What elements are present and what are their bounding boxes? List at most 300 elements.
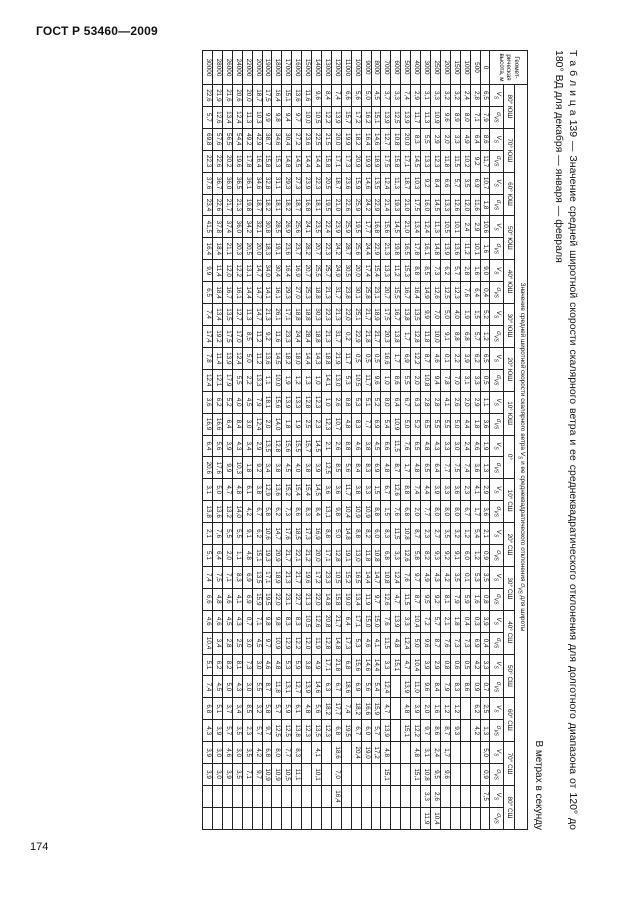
- value-cell: 9,4: [282, 106, 292, 128]
- value-cell: [341, 764, 351, 786]
- value-cell: 12,3: [302, 720, 312, 742]
- value-cell: 5,1: [361, 391, 371, 413]
- value-cell: 6,9: [401, 347, 411, 369]
- sigma-symbol: σ: [494, 681, 502, 686]
- value-cell: 5,7: [470, 325, 480, 347]
- value-cell: 18,2: [282, 194, 292, 216]
- value-cell: 3,2: [450, 85, 460, 107]
- value-cell: 21,3: [282, 566, 292, 588]
- value-cell: 5,0: [213, 479, 223, 501]
- value-cell: [361, 764, 371, 786]
- value-cell: 13,9: [401, 676, 411, 698]
- value-cell: 4,8: [341, 413, 351, 435]
- sigma-symbol: σ: [494, 155, 502, 160]
- value-cell: 21,8: [361, 325, 371, 347]
- value-cell: [460, 786, 470, 808]
- value-cell: 3,3: [480, 654, 490, 676]
- value-cell: 5,9: [460, 588, 470, 610]
- value-cell: 5,0: [222, 676, 232, 698]
- value-cell: 17,4: [203, 325, 213, 347]
- value-cell: 18,2: [351, 698, 361, 720]
- value-cell: 10,8: [401, 523, 411, 545]
- value-cell: 1,1: [232, 545, 242, 567]
- value-cell: 12,6: [450, 194, 460, 216]
- height-cell: 2500: [431, 51, 441, 85]
- value-cell: 6,7: [331, 676, 341, 698]
- value-cell: 2,0: [262, 413, 272, 435]
- vs-subscript: S: [492, 271, 499, 275]
- value-cell: 14,4: [302, 347, 312, 369]
- height-cell: 3000: [421, 51, 431, 85]
- value-cell: 30,8: [262, 216, 272, 238]
- value-cell: 11,5: [401, 588, 411, 610]
- value-cell: 16,9: [312, 523, 322, 545]
- value-cell: [371, 764, 381, 786]
- value-cell: 19,9: [341, 128, 351, 150]
- value-cell: 14,7: [371, 566, 381, 588]
- latitude-header: 30° СШ: [503, 566, 514, 610]
- value-cell: 3,0: [213, 764, 223, 786]
- value-cell: 4,8: [381, 742, 391, 764]
- value-cell: 25,6: [292, 216, 302, 238]
- sigma-subscript: VS: [492, 378, 499, 386]
- value-cell: 23,1: [282, 588, 292, 610]
- value-cell: 20,5: [242, 238, 252, 260]
- value-cell: 13,1: [282, 676, 292, 698]
- value-cell: 12,2: [411, 720, 421, 742]
- value-cell: 17,5: [381, 150, 391, 172]
- value-cell: 23,6: [341, 172, 351, 194]
- table-row: [411, 51, 421, 830]
- height-cell: 30000: [203, 51, 213, 85]
- value-cell: 25,9: [351, 194, 361, 216]
- value-cell: 1,9: [480, 435, 490, 457]
- value-cell: [391, 676, 401, 698]
- value-cell: 3,6: [450, 479, 460, 501]
- vs-symbol: V: [494, 792, 502, 797]
- value-cell: 11,8: [421, 325, 431, 347]
- value-cell: 6,4: [341, 610, 351, 632]
- value-cell: 3,9: [222, 435, 232, 457]
- table-row: [302, 51, 312, 830]
- value-cell: 3,3: [421, 786, 431, 808]
- value-cell: 4,3: [232, 676, 242, 698]
- value-cell: 8,5: [421, 260, 431, 282]
- sigma-column-header: [490, 676, 503, 698]
- table-row: [371, 51, 381, 830]
- value-cell: 22,5: [312, 128, 322, 150]
- sigma-symbol: σ: [494, 199, 502, 204]
- table-row: [381, 51, 391, 830]
- value-cell: 4,6: [431, 347, 441, 369]
- value-cell: 6,9: [242, 588, 252, 610]
- value-cell: 9,6: [421, 676, 431, 698]
- value-cell: 11,7: [480, 150, 490, 172]
- value-cell: 10,5: [282, 764, 292, 786]
- value-cell: 17,1: [322, 545, 332, 567]
- value-cell: 12,6: [401, 545, 411, 567]
- value-cell: 9,2: [262, 325, 272, 347]
- value-cell: 1,6: [480, 238, 490, 260]
- value-cell: 5,8: [262, 698, 272, 720]
- value-cell: 1,2: [460, 523, 470, 545]
- units-note: В метрах в секунду: [533, 740, 544, 830]
- value-cell: [262, 786, 272, 808]
- value-cell: 13,3: [421, 150, 431, 172]
- sigma-subscript: VS: [492, 422, 499, 430]
- value-cell: 16,5: [401, 238, 411, 260]
- value-cell: [401, 807, 411, 829]
- value-cell: [361, 786, 371, 808]
- sigma-column-header: [490, 325, 503, 347]
- value-cell: 12,8: [272, 435, 282, 457]
- value-cell: 3,0: [242, 676, 252, 698]
- value-cell: 8,7: [431, 632, 441, 654]
- value-cell: 4,2: [252, 742, 262, 764]
- value-cell: 0,9: [480, 545, 490, 567]
- value-cell: 2,0: [222, 545, 232, 567]
- vs-column-header: [490, 172, 503, 194]
- value-cell: 18,0: [292, 347, 302, 369]
- value-cell: [322, 786, 332, 808]
- value-cell: 21,7: [331, 610, 341, 632]
- value-cell: 4,1: [470, 479, 480, 501]
- value-cell: 15,0: [371, 610, 381, 632]
- value-cell: [401, 786, 411, 808]
- value-cell: 15,9: [252, 588, 262, 610]
- value-cell: 7,5: [213, 566, 223, 588]
- value-cell: 4,8: [272, 654, 282, 676]
- value-cell: 17,1: [331, 150, 341, 172]
- value-cell: 3,2: [450, 523, 460, 545]
- value-cell: 11,2: [252, 347, 262, 369]
- value-cell: 0,4: [480, 632, 490, 654]
- value-cell: 15,7: [341, 106, 351, 128]
- value-cell: 4,2: [470, 720, 480, 742]
- sigma-symbol: σ: [494, 550, 502, 555]
- value-cell: 17,6: [282, 523, 292, 545]
- value-cell: 24,1: [302, 216, 312, 238]
- table-group-header: [514, 85, 527, 830]
- value-cell: 20,9: [351, 150, 361, 172]
- sigma-subscript: VS: [492, 641, 499, 649]
- latitude-header: 40° СШ: [503, 610, 514, 654]
- value-cell: 13,9: [222, 347, 232, 369]
- value-cell: 4,6: [351, 435, 361, 457]
- value-cell: 6,7: [351, 720, 361, 742]
- value-cell: 7,4: [411, 479, 421, 501]
- value-cell: 11,6: [272, 325, 282, 347]
- value-cell: 6,4: [470, 128, 480, 150]
- value-cell: 25,9: [341, 216, 351, 238]
- value-cell: 9,8: [272, 610, 282, 632]
- latitude-header: 20° СШ: [503, 523, 514, 567]
- value-cell: 18,8: [312, 325, 322, 347]
- value-cell: 21,2: [302, 545, 312, 567]
- value-cell: 0,5: [480, 369, 490, 391]
- value-cell: 8,7: [411, 588, 421, 610]
- value-cell: 12,2: [411, 347, 421, 369]
- value-cell: 10,8: [421, 764, 431, 786]
- value-cell: 5,7: [450, 260, 460, 282]
- value-cell: 8,5: [331, 457, 341, 479]
- value-cell: 6,8: [331, 720, 341, 742]
- value-cell: 2,9: [411, 85, 421, 107]
- sigma-column-header: [490, 282, 503, 304]
- value-cell: 3,9: [203, 764, 213, 786]
- value-cell: 21,7: [282, 545, 292, 567]
- value-cell: 9,2: [252, 457, 262, 479]
- value-cell: 18,6: [331, 742, 341, 764]
- value-cell: 2,0: [421, 698, 431, 720]
- value-cell: 6,6: [440, 172, 450, 194]
- value-cell: 4,8: [381, 457, 391, 479]
- value-cell: 4,1: [312, 742, 322, 764]
- value-cell: 24,2: [331, 238, 341, 260]
- value-cell: 6,2: [252, 523, 262, 545]
- value-cell: 3,8: [361, 435, 371, 457]
- value-cell: 14,5: [431, 194, 441, 216]
- value-cell: 1,7: [391, 347, 401, 369]
- value-cell: 4,5: [371, 85, 381, 107]
- value-cell: 17,1: [322, 654, 332, 676]
- value-cell: 9,6: [440, 106, 450, 128]
- value-cell: 36,0: [232, 216, 242, 238]
- value-cell: [322, 764, 332, 786]
- value-cell: 15,1: [282, 85, 292, 107]
- value-cell: 22,6: [203, 85, 213, 107]
- value-cell: 9,9: [421, 304, 431, 326]
- value-cell: 0,8: [480, 588, 490, 610]
- value-cell: 18,9: [371, 304, 381, 326]
- value-cell: [242, 807, 252, 829]
- value-cell: 12,3: [312, 391, 322, 413]
- value-cell: 4,2: [242, 501, 252, 523]
- vs-symbol: V: [494, 223, 502, 228]
- table-row: [460, 51, 470, 830]
- value-cell: 7,4: [460, 457, 470, 479]
- vs-symbol: V: [494, 310, 502, 315]
- value-cell: 2,3: [242, 720, 252, 742]
- sigma-symbol: σ: [494, 462, 502, 467]
- sigma-subscript: VS: [492, 817, 499, 824]
- value-cell: 13,8: [401, 304, 411, 326]
- sigma-symbol: σ: [494, 374, 502, 379]
- sigma-symbol: σ: [494, 243, 502, 248]
- value-cell: 1,9: [460, 304, 470, 326]
- vs-symbol: V: [494, 485, 502, 491]
- value-cell: 15,4: [292, 479, 302, 501]
- value-cell: 4,3: [232, 435, 242, 457]
- value-cell: 25,8: [361, 282, 371, 304]
- value-cell: 12,4: [381, 676, 391, 698]
- value-cell: 3,9: [421, 654, 431, 676]
- value-cell: 13,5: [252, 566, 262, 588]
- value-cell: 11,4: [213, 260, 223, 282]
- value-cell: 13,6: [450, 238, 460, 260]
- value-cell: 11,5: [391, 523, 401, 545]
- value-cell: 3,6: [470, 457, 480, 479]
- sigma-subscript: VS: [492, 597, 499, 605]
- table-row: [431, 51, 441, 830]
- vs-subscript: S: [492, 665, 499, 669]
- value-cell: 41,5: [203, 216, 213, 238]
- sigma-subscript: VS: [492, 115, 499, 123]
- value-cell: 1,5: [470, 304, 480, 326]
- sigma-subscript: VS: [492, 510, 499, 517]
- value-cell: 14,8: [331, 632, 341, 654]
- value-cell: [203, 786, 213, 808]
- vs-symbol: V: [494, 266, 502, 272]
- sigma-symbol: σ: [494, 725, 502, 730]
- value-cell: 10,8: [421, 369, 431, 391]
- value-cell: [341, 807, 351, 829]
- value-cell: 9,6: [312, 85, 322, 107]
- value-cell: 18,2: [351, 128, 361, 150]
- value-cell: 7,6: [381, 610, 391, 632]
- value-cell: 5,1: [213, 698, 223, 720]
- latitude-header: 70° ЮШ: [503, 128, 514, 172]
- value-cell: 13,9: [440, 238, 450, 260]
- value-cell: 6,1: [242, 479, 252, 501]
- value-cell: 13,8: [292, 720, 302, 742]
- value-cell: [371, 786, 381, 808]
- height-cell: 16000: [292, 51, 302, 85]
- value-cell: 17,4: [361, 260, 371, 282]
- value-cell: 1,5: [381, 501, 391, 523]
- value-cell: [381, 807, 391, 829]
- value-cell: 8,7: [440, 720, 450, 742]
- value-cell: 2,4: [460, 216, 470, 238]
- value-cell: 19,5: [322, 194, 332, 216]
- value-cell: 9,7: [411, 566, 421, 588]
- value-cell: 21,3: [302, 588, 312, 610]
- sigma-subscript: VS: [492, 203, 499, 211]
- value-cell: 17,1: [351, 610, 361, 632]
- value-cell: 21,3: [381, 238, 391, 260]
- value-cell: 16,1: [421, 238, 431, 260]
- group-sigma-subscript: VS: [516, 587, 523, 594]
- value-cell: 12,2: [322, 106, 332, 128]
- value-cell: 8,4: [312, 501, 322, 523]
- value-cell: 13,5: [371, 172, 381, 194]
- height-cell: 22000: [242, 51, 252, 85]
- value-cell: 13,0: [351, 545, 361, 567]
- value-cell: 4,4: [421, 479, 431, 501]
- value-cell: 21,3: [322, 325, 332, 347]
- value-cell: [470, 764, 480, 786]
- value-cell: 1,0: [312, 369, 322, 391]
- value-cell: 7,4: [331, 85, 341, 107]
- height-cell: 9000: [361, 51, 371, 85]
- value-cell: 23,1: [371, 282, 381, 304]
- value-cell: 20,6: [232, 85, 242, 107]
- latitude-header: 50° ЮШ: [503, 216, 514, 260]
- value-cell: 5,3: [341, 369, 351, 391]
- value-cell: 12,7: [232, 304, 242, 326]
- value-cell: 20,0: [351, 260, 361, 282]
- value-cell: 11,3: [421, 106, 431, 128]
- value-cell: 1,2: [470, 545, 480, 567]
- value-cell: [411, 807, 421, 829]
- value-cell: [272, 786, 282, 808]
- sigma-column-header: [490, 457, 503, 479]
- value-cell: 14,7: [272, 523, 282, 545]
- value-cell: 8,8: [322, 523, 332, 545]
- value-cell: 3,3: [431, 85, 441, 107]
- value-cell: 5,4: [470, 523, 480, 545]
- value-cell: 21,3: [322, 282, 332, 304]
- height-cell: 500: [470, 51, 480, 85]
- value-cell: 4,9: [460, 128, 470, 150]
- value-cell: [262, 807, 272, 829]
- value-cell: 18,4: [213, 282, 223, 304]
- value-cell: 10,5: [312, 106, 322, 128]
- vs-column-header: [490, 698, 503, 720]
- sigma-column-header: [490, 545, 503, 567]
- value-cell: 25,6: [351, 238, 361, 260]
- value-cell: 0,6: [450, 654, 460, 676]
- height-cell: 12000: [331, 51, 341, 85]
- value-cell: 14,5: [272, 347, 282, 369]
- value-cell: [460, 764, 470, 786]
- value-cell: 12,0: [460, 194, 470, 216]
- table-row: [272, 51, 282, 830]
- value-cell: 2,1: [203, 523, 213, 545]
- value-cell: [322, 807, 332, 829]
- height-cell: 4000: [411, 51, 421, 85]
- value-cell: 16,5: [351, 566, 361, 588]
- value-cell: 9,0: [480, 260, 490, 282]
- value-cell: [322, 742, 332, 764]
- value-cell: 14,5: [312, 479, 322, 501]
- value-cell: 6,4: [213, 545, 223, 567]
- vs-column-header: [490, 742, 503, 764]
- value-cell: 3,8: [302, 654, 312, 676]
- value-cell: 13,9: [302, 676, 312, 698]
- value-cell: 8,0: [450, 501, 460, 523]
- value-cell: 18,7: [331, 172, 341, 194]
- value-cell: 1,1: [262, 369, 272, 391]
- value-cell: 4,5: [222, 610, 232, 632]
- height-cell: 1000: [460, 51, 470, 85]
- value-cell: 13,5: [411, 304, 421, 326]
- value-cell: 25,5: [312, 260, 322, 282]
- height-cell: 17000: [282, 51, 292, 85]
- value-cell: 17,5: [411, 194, 421, 216]
- value-cell: 15,5: [292, 435, 302, 457]
- value-cell: 2,9: [431, 128, 441, 150]
- value-cell: 3,3: [440, 479, 450, 501]
- value-cell: 4,9: [312, 654, 322, 676]
- value-cell: 14,0: [272, 413, 282, 435]
- vs-symbol: V: [494, 661, 502, 666]
- value-cell: 21,3: [232, 194, 242, 216]
- vs-column-header: [490, 566, 503, 588]
- vs-symbol: V: [494, 529, 502, 535]
- value-cell: [450, 742, 460, 764]
- value-cell: 6,6: [341, 85, 351, 107]
- vs-subscript: S: [492, 227, 499, 231]
- value-cell: 14,8: [431, 238, 441, 260]
- value-cell: 8,3: [302, 501, 312, 523]
- value-cell: 16,6: [361, 698, 371, 720]
- sigma-subscript: VS: [492, 335, 499, 342]
- value-cell: 29,3: [282, 282, 292, 304]
- value-cell: 11,3: [242, 304, 252, 326]
- value-cell: 36,0: [222, 172, 232, 194]
- value-cell: 14,6: [312, 676, 322, 698]
